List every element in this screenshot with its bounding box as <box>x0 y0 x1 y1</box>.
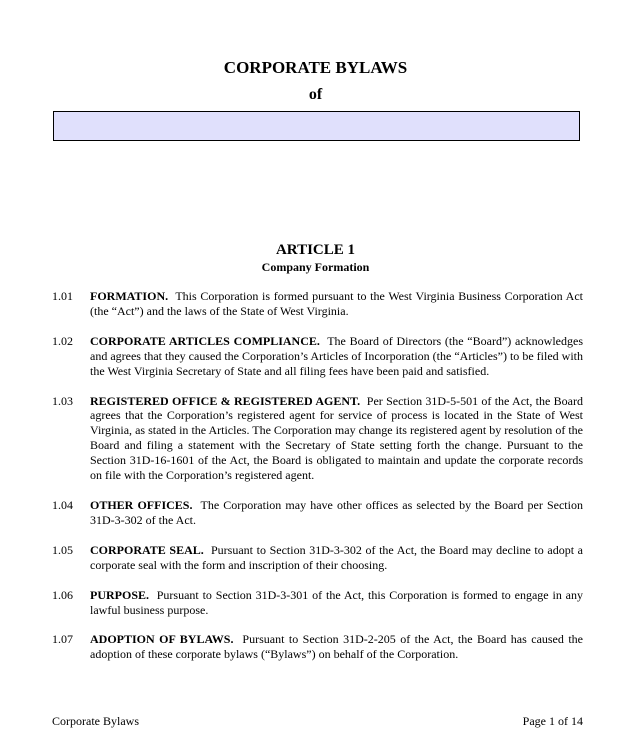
section-text: Pursuant to Section 31D-3-302 of the Act, the Board may decline to adopt a corporate seal with the form and inscription of their choosing. <box>90 542 583 572</box>
section-heading: OTHER OFFICES. <box>90 497 193 512</box>
section-body <box>90 334 583 379</box>
section-text: Per Section 31D-5-501 of the Act, the Board agrees that the Corporation’s registered agent for service of process is located in the State of West Virginia, as stated in the Articles. The Corporation may change its registered agent by resolution of the Board and filing a statement with the Secretary of State setting forth the change. Pursuant to the Section 31D-16-1601 of the Act, the Board is obligated to maintain and update the corporate records on file with the Corporation’s registered agent. <box>90 393 583 483</box>
section-1-06 <box>52 588 583 618</box>
section-body <box>90 289 583 319</box>
section-text: Pursuant to Section 31D-3-301 of the Act, this Corporation is formed to engage in any lawful business purpose. <box>90 587 584 617</box>
section-1-05 <box>52 543 583 573</box>
article-heading: ARTICLE 1 <box>275 242 356 258</box>
section-1-01 <box>52 289 583 319</box>
section-text: Pursuant to Section 31D-2-205 of the Act, the Board has caused the adoption of these corporate bylaws (“Bylaws”) on behalf of the Corporation. <box>90 632 583 662</box>
section-number: 1.04 <box>52 497 73 512</box>
document-of: of <box>308 86 323 103</box>
footer-title: Corporate Bylaws <box>52 714 139 728</box>
section-heading: FORMATION. <box>90 289 169 303</box>
section-number: 1.07 <box>52 632 73 647</box>
section-heading: CORPORATE SEAL. <box>90 542 204 557</box>
section-number: 1.02 <box>52 333 73 348</box>
section-body <box>90 394 583 483</box>
section-body <box>90 498 583 528</box>
document-title: CORPORATE BYLAWS <box>223 58 408 77</box>
section-heading: PURPOSE. <box>90 587 150 602</box>
section-body <box>90 543 583 573</box>
section-number: 1.01 <box>52 289 73 303</box>
article-subheading: Company Formation <box>261 260 370 274</box>
section-text: The Corporation may have other offices as selected by the Board per Section 31D-3-302 of the Act. <box>90 497 583 527</box>
section-heading: REGISTERED OFFICE & REGISTERED AGENT. <box>90 393 361 408</box>
section-1-07 <box>52 632 583 662</box>
section-body <box>90 588 583 618</box>
section-text: The Board of Directors (the “Board”) acknowledges and agrees that they caused the Corporation’s Articles of Incorporation (the “Articles”) to be filed with the West Virginia Secretary of State and all filing fees have been paid and satisfied. <box>90 333 583 378</box>
sections-list <box>52 289 583 677</box>
section-number: 1.03 <box>52 393 73 408</box>
company-name-field[interactable] <box>53 111 580 141</box>
footer-page-number: Page 1 of 14 <box>522 714 583 728</box>
section-heading: CORPORATE ARTICLES COMPLIANCE. <box>90 333 320 348</box>
section-1-03 <box>52 394 583 483</box>
section-heading: ADOPTION OF BYLAWS. <box>90 632 234 647</box>
section-body <box>90 632 583 662</box>
section-1-04 <box>52 498 583 528</box>
section-number: 1.05 <box>52 542 73 557</box>
section-number: 1.06 <box>52 587 73 602</box>
section-text: This Corporation is formed pursuant to the West Virginia Business Corporation Act (the “Act”) and the laws of the State of West Virginia. <box>90 289 583 318</box>
section-1-02 <box>52 334 583 379</box>
